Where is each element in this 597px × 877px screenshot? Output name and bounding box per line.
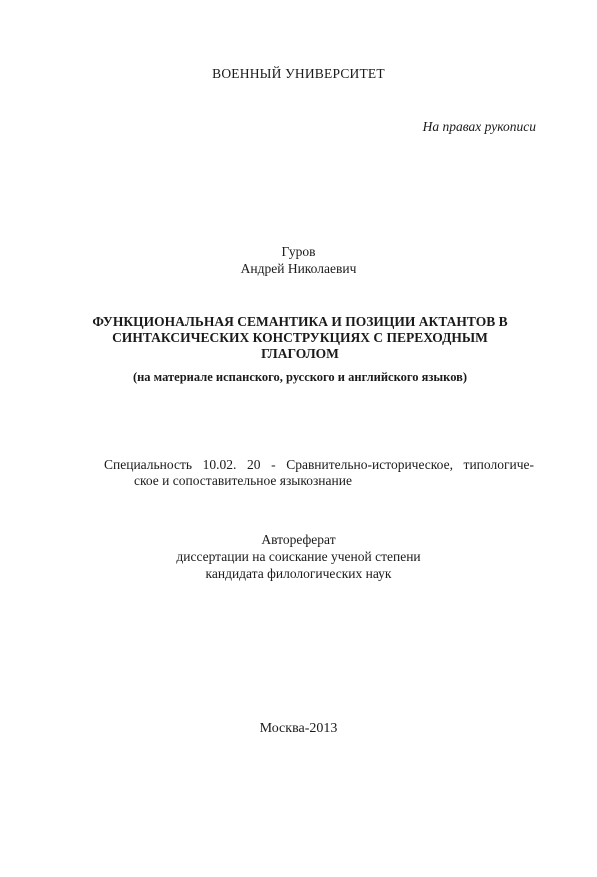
specialty-line-1: Специальность 10.02. 20 - Сравнительно-историческое, типологиче-	[104, 457, 534, 472]
dissertation-title	[60, 314, 540, 362]
city-year: Москва-2013	[259, 721, 338, 736]
specialty-line-2: ское и сопоставительное языкознание	[134, 473, 352, 488]
abstract-line-2: диссертации на соискание ученой степени	[176, 549, 421, 564]
title-line-2: СИНТАКСИЧЕСКИХ КОНСТРУКЦИЯХ С ПЕРЕХОДНЫМ	[112, 330, 488, 345]
author-given-names: Андрей Николаевич	[240, 261, 357, 276]
rights-note: На правах рукописи	[422, 119, 536, 134]
dissertation-subtitle: (на материале испанского, русского и английского языков)	[132, 370, 468, 384]
university-name: ВОЕННЫЙ УНИВЕРСИТЕТ	[212, 66, 385, 81]
abstract-block	[0, 531, 597, 582]
abstract-line-3: кандидата филологических наук	[205, 566, 392, 581]
title-line-1: ФУНКЦИОНАЛЬНАЯ СЕМАНТИКА И ПОЗИЦИИ АКТАНТОВ В	[92, 314, 508, 329]
author-surname: Гуров	[281, 244, 316, 259]
title-line-3: ГЛАГОЛОМ	[261, 346, 339, 361]
specialty-block	[104, 457, 534, 489]
abstract-line-1: Автореферат	[261, 532, 336, 547]
